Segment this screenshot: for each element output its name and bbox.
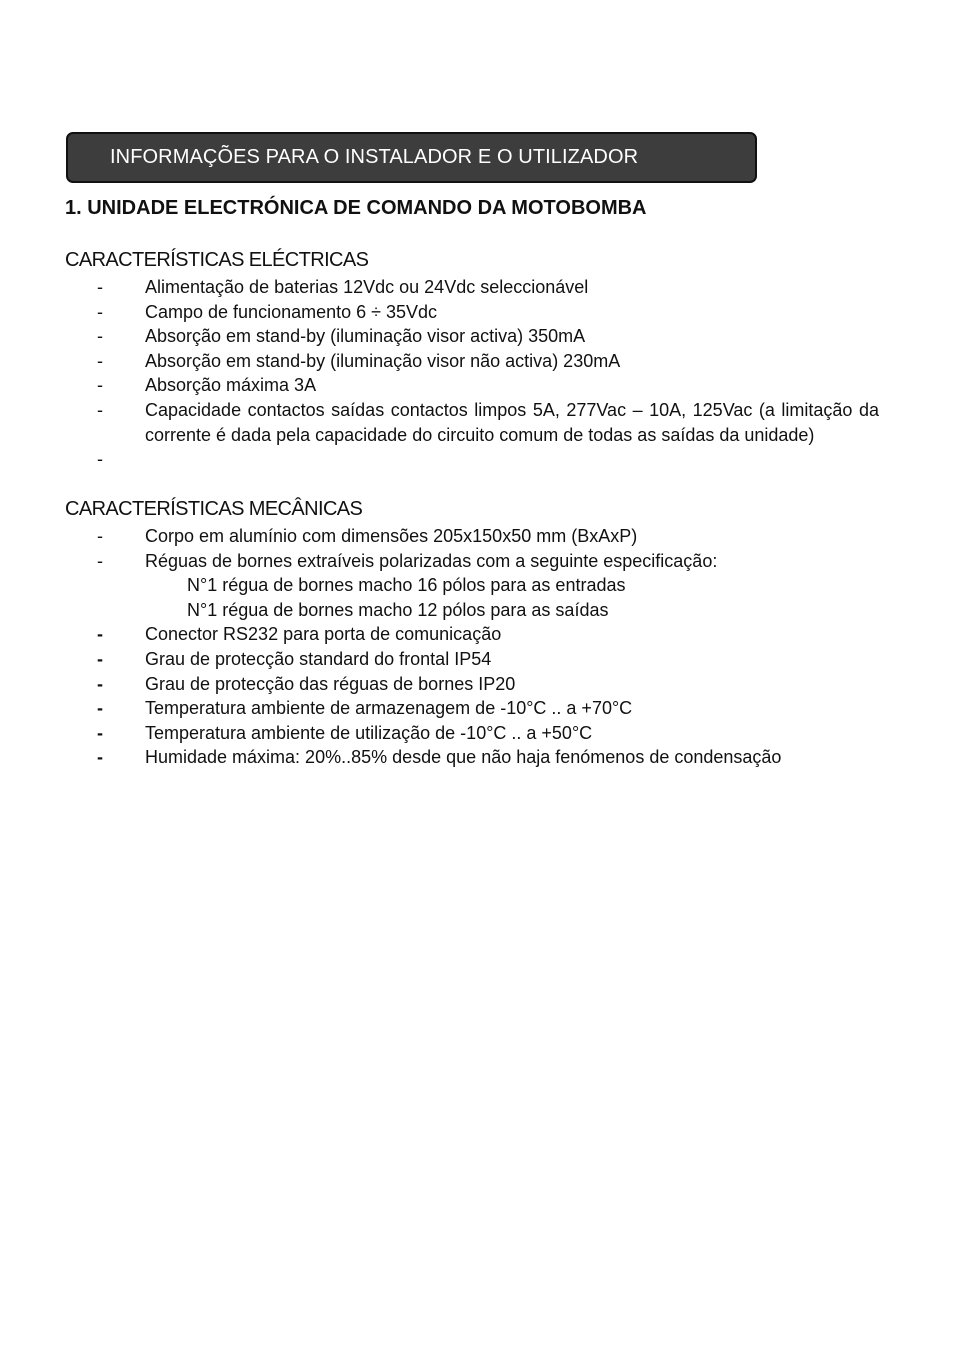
list-bullet: - [97, 449, 103, 470]
list-item-text: Réguas de bornes extraíveis polarizadas com a seguinte especificação: [145, 550, 718, 571]
list-item-text: Temperatura ambiente de armazenagem de -10°C .. a +70°C [145, 698, 633, 719]
list-bullet: - [97, 747, 103, 768]
list-bullet: - [97, 399, 103, 420]
list-item [0, 373, 954, 398]
list-item [0, 622, 954, 647]
list-item [0, 524, 954, 549]
list-bullet: - [97, 375, 103, 396]
list-item-text: Absorção em stand-by (iluminação visor activa) 350mA [145, 326, 586, 347]
list-item [0, 300, 954, 325]
list-item-text: Grau de protecção das réguas de bornes IP20 [145, 673, 516, 694]
list-item-text: Alimentação de baterias 12Vdc ou 24Vdc seleccionável [145, 277, 589, 297]
list-item [0, 721, 954, 746]
list-bullet: - [97, 648, 103, 669]
mechanical-heading: CARACTERÍSTICAS MECÂNICAS [65, 498, 363, 520]
list-item-text [145, 447, 879, 472]
list-item-empty [0, 447, 954, 472]
list-bullet: - [97, 526, 103, 546]
list-item [0, 324, 954, 349]
list-item-text: Corpo em alumínio com dimensões 205x150x50 mm (BxAxP) [145, 526, 638, 546]
sub-list-item: N°1 régua de bornes macho 12 pólos para as saídas [187, 599, 609, 620]
list-item-text: Conector RS232 para porta de comunicação [145, 624, 502, 645]
list-bullet: - [97, 277, 103, 297]
list-bullet: - [97, 550, 103, 571]
electrical-heading: CARACTERÍSTICAS ELÉCTRICAS [65, 249, 369, 271]
list-item-text: Capacidade contactos saídas contactos limpos 5A, 277Vac – 10A, 125Vac (a limitação da corrente é dada pela capacidade do circuito comum de todas as saídas da unidade) [145, 399, 879, 445]
section-title: 1. UNIDADE ELECTRÓNICA DE COMANDO DA MOTOBOMBA [65, 197, 647, 219]
list-bullet: - [97, 326, 103, 347]
sub-list-item: N°1 régua de bornes macho 16 pólos para as entradas [187, 575, 626, 596]
list-bullet: - [97, 698, 103, 719]
section-banner [66, 132, 757, 183]
list-item [0, 398, 954, 447]
list-item-text: Temperatura ambiente de utilização de -10°C .. a +50°C [145, 722, 593, 743]
list-bullet: - [97, 350, 103, 371]
list-bullet: - [97, 673, 103, 694]
list-item [0, 696, 954, 721]
list-item-text: Absorção em stand-by (iluminação visor não activa) 230mA [145, 350, 621, 371]
list-item [0, 275, 954, 300]
electrical-list [0, 275, 954, 472]
list-item-text: Campo de funcionamento 6 ÷ 35Vdc [145, 301, 438, 322]
mechanical-list [0, 524, 954, 770]
list-item [0, 647, 954, 672]
list-bullet: - [97, 301, 103, 322]
banner-title: INFORMAÇÕES PARA O INSTALADOR E O UTILIZADOR [110, 146, 639, 168]
list-item-text: Absorção máxima 3A [145, 375, 317, 396]
list-item [0, 349, 954, 374]
list-item [0, 549, 954, 574]
list-bullet: - [97, 722, 103, 743]
list-item [0, 672, 954, 697]
list-item-text: Humidade máxima: 20%..85% desde que não haja fenómenos de condensação [145, 747, 782, 768]
list-item-text: Grau de protecção standard do frontal IP54 [145, 648, 492, 669]
list-bullet: - [97, 624, 103, 645]
list-item [0, 745, 954, 770]
